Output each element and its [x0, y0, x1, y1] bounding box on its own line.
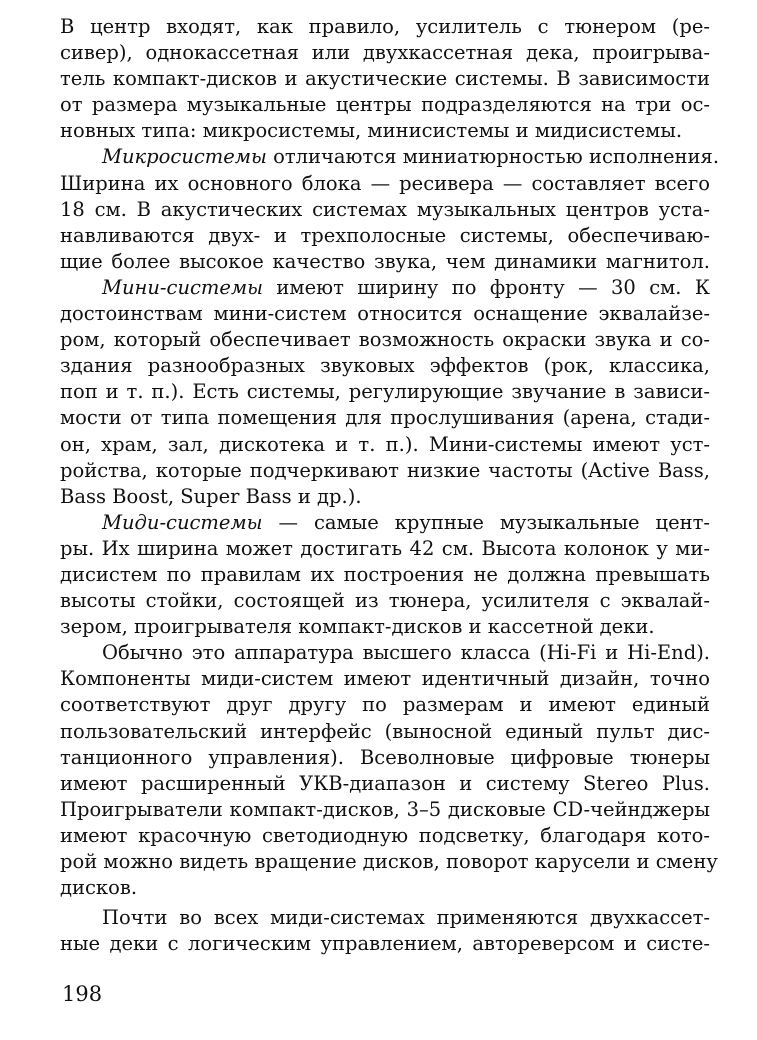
- text-line: новных типа: микросистемы, минисистемы и мидисистемы.: [60, 119, 683, 143]
- text-line: имеют расширенный УКВ-диапазон и систему Stereo Plus.: [60, 771, 710, 795]
- text-line: [60, 275, 710, 301]
- text-run: — самые крупные музыкальные цент-: [262, 510, 710, 534]
- emphasized-term: Миди-системы: [102, 510, 263, 534]
- page-body: [60, 14, 720, 957]
- text-line: здания разнообразных звуковых эффектов (рок, классика,: [60, 354, 710, 378]
- emphasized-term: Мини-системы: [102, 275, 263, 299]
- text-line: он, храм, зал, дискотека и т. п.). Мини-системы имеют уст-: [60, 432, 710, 456]
- text-line: поп и т. п.). Есть системы, регулирующие звучание в зависи-: [60, 380, 710, 404]
- text-line: тель компакт-дисков и акустические системы. В зависимости: [60, 67, 710, 91]
- text-line: Проигрыватели компакт-дисков, 3–5 дисковые CD-чейнджеры: [60, 797, 710, 821]
- page-number: 198: [62, 982, 103, 1006]
- text-line: достоинствам мини-систем относится оснащение эквалайзе-: [60, 302, 710, 326]
- paragraph: [60, 905, 710, 957]
- text-line: [60, 510, 710, 536]
- text-line: Ширина их основного блока — ресивера — составляет всего: [60, 171, 710, 195]
- text-line: зером, проигрывателя компакт-дисков и кассетной деки.: [60, 615, 655, 639]
- text-line: щие более высокое качество звука, чем динамики магнитол.: [60, 249, 710, 273]
- text-line: от размера музыкальные центры подразделяются на три ос-: [60, 93, 710, 117]
- text-line: дисков.: [60, 876, 138, 900]
- text-run: отличаются миниатюрностью исполнения.: [266, 145, 720, 169]
- text-line: Bass Boost, Super Bass и др.).: [60, 484, 362, 508]
- text-line: В центр входят, как правило, усилитель с тюнером (ре-: [60, 15, 710, 38]
- text-line: ройства, которые подчеркивают низкие частоты (Active Bass,: [60, 458, 710, 482]
- text-line: дисистем по правилам их построения не должна превышать: [60, 562, 710, 586]
- text-line: имеют красочную светодиодную подсветку, благодаря кото-: [60, 823, 710, 847]
- paragraph: [60, 14, 710, 144]
- paragraph: [60, 275, 710, 510]
- text-line: ром, который обеспечивает возможность окраски звука и со-: [60, 328, 710, 352]
- text-line: танционного управления). Всеволновые цифровые тюнеры: [60, 745, 710, 769]
- paragraph: [60, 640, 718, 901]
- text-line: ные деки с логическим управлением, автореверсом и систе-: [60, 932, 710, 956]
- text-run: имеют ширину по фронту — 30 см. К: [263, 275, 710, 299]
- text-line: 18 см. В акустических системах музыкальных центров уста-: [60, 197, 710, 221]
- text-line: Обычно это аппаратура высшего класса (Hi-Fi и Hi-End).: [102, 641, 710, 665]
- paragraph: [60, 144, 720, 274]
- text-line: навливаются двух- и трехполосные системы, обеспечиваю-: [60, 223, 710, 247]
- text-line: [60, 144, 720, 170]
- text-line: ры. Их ширина может достигать 42 см. Высота колонок у ми-: [60, 536, 710, 560]
- paragraph: [60, 510, 710, 640]
- text-line: высоты стойки, состоящей из тюнера, усилителя с эквалай-: [60, 589, 710, 613]
- text-line: соответствуют друг другу по размерам и имеют единый: [60, 693, 710, 717]
- text-line: рой можно видеть вращение дисков, поворот карусели и смену: [60, 850, 718, 873]
- emphasized-term: Микросистемы: [102, 145, 267, 169]
- text-line: пользовательский интерфейс (выносной единый пульт дис-: [60, 719, 710, 743]
- text-line: Почти во всех миди-системах применяются двухкассет-: [102, 906, 710, 930]
- text-line: Компоненты миди-систем имеют идентичный дизайн, точно: [60, 667, 710, 691]
- text-line: сивер), однокассетная или двухкассетная дека, проигрыва-: [60, 41, 710, 65]
- text-line: мости от типа помещения для прослушивания (арена, стади-: [60, 406, 710, 430]
